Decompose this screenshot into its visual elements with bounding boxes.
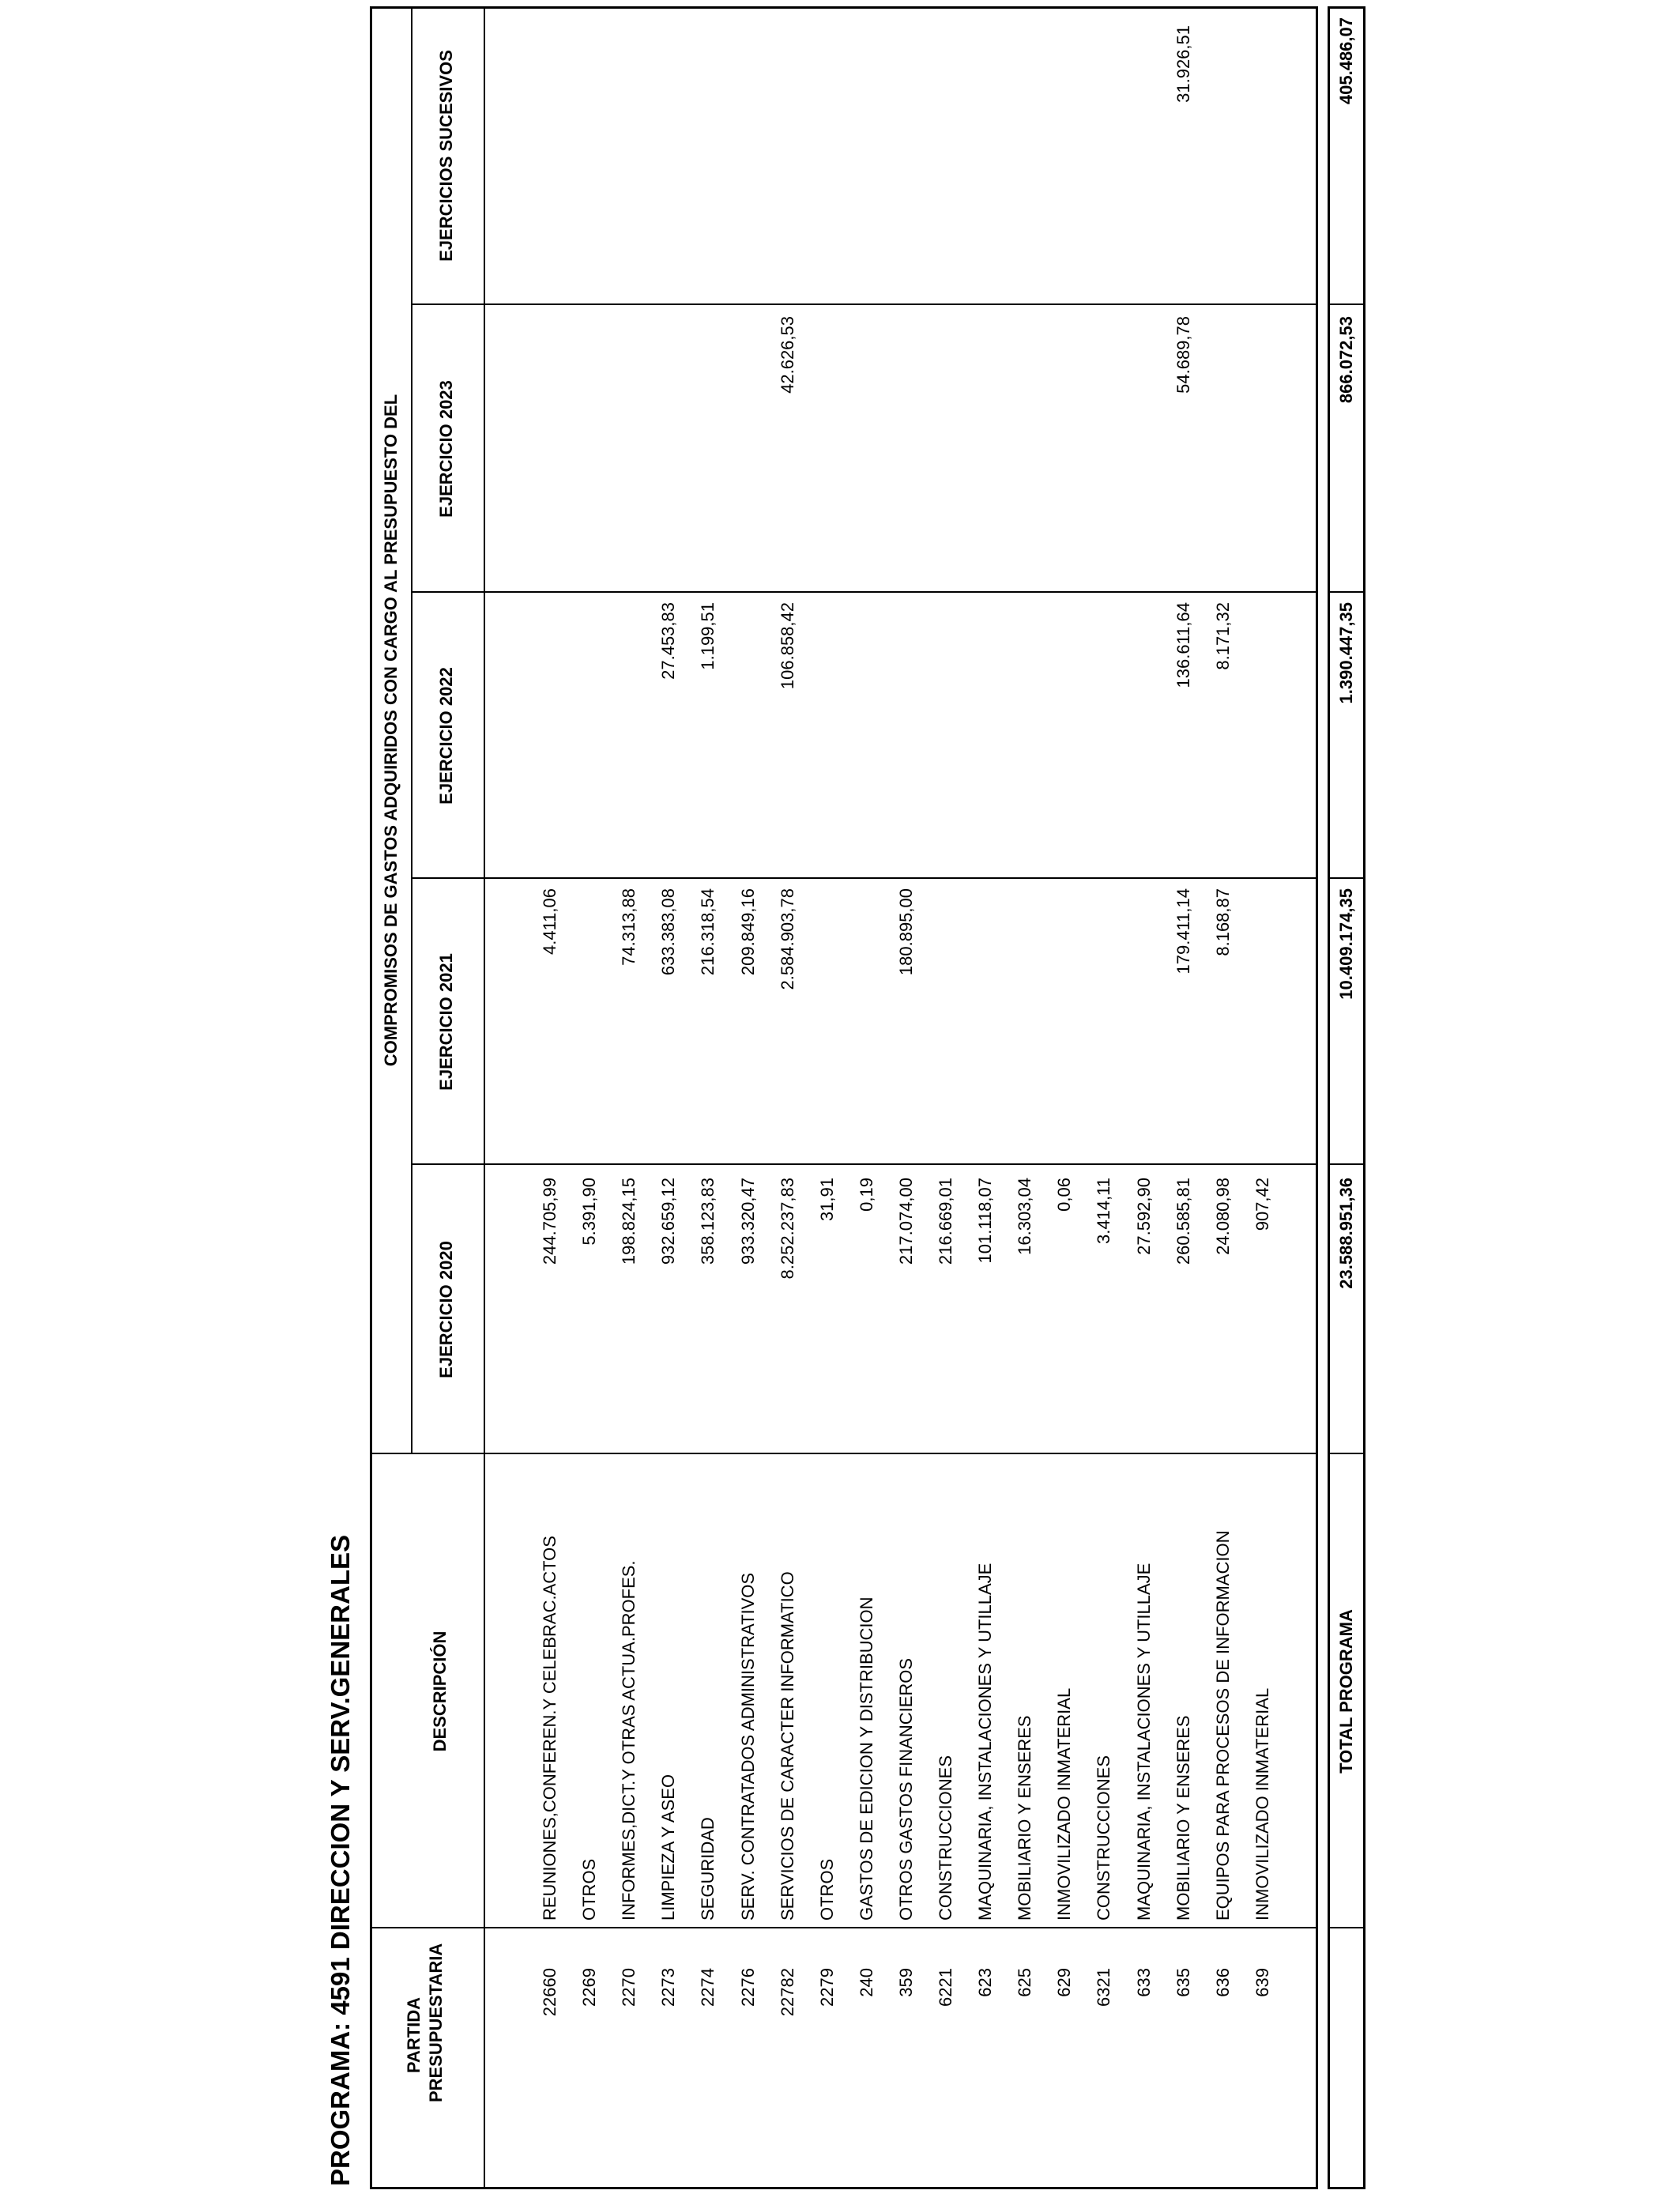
row-value: 0,19 [856,1178,876,1212]
row-description: INFORMES,DICT.Y OTRAS ACTUA.PROFES. [619,1560,639,1921]
row-description: MOBILIARIO Y ENSERES [1173,1715,1193,1921]
row-value: 136.611,64 [1173,602,1193,688]
row-description: OTROS [579,1858,600,1921]
header-year-2023: EJERCICIO 2023 [436,380,456,518]
row-value: 932.659,12 [658,1178,679,1265]
row-value: 1.199,51 [698,602,718,670]
row-description: EQUIPOS PARA PROCESOS DE INFORMACION [1212,1530,1233,1921]
row-value: 907,42 [1252,1178,1272,1231]
header-bottom-line [484,6,485,2189]
row-description: MAQUINARIA, INSTALACIONES Y UTILLAJE [975,1563,996,1921]
row-value: 31,91 [816,1178,837,1222]
row-description: INMOVILIZADO INMATERIAL [1252,1687,1272,1921]
row-value: 933.320,47 [737,1178,758,1265]
row-value: 42.626,53 [777,316,797,394]
col-sep [411,303,1318,305]
row-code: 2269 [579,1968,600,2007]
row-value: 216.318,54 [698,888,718,976]
header-partida: PARTIDA PRESUPUESTARIA [404,1943,446,2102]
row-value: 217.074,00 [895,1178,916,1265]
row-code: 22782 [777,1968,797,2017]
row-description: REUNIONES,CONFEREN.Y CELEBRAC.ACTOS [540,1536,559,1921]
row-value: 27.453,83 [658,602,679,680]
row-value: 179.411,14 [1173,888,1193,974]
row-description: INMOVILIZADO INMATERIAL [1054,1687,1075,1921]
row-value: 0,06 [1054,1178,1075,1212]
total-2021: 10.409.174,35 [1336,888,1356,1000]
total-label: TOTAL PROGRAMA [1336,1609,1356,1774]
row-description: SEGURIDAD [698,1817,718,1921]
row-description: CONSTRUCCIONES [1094,1755,1114,1921]
col-sep [1328,1163,1365,1165]
row-code: 625 [1015,1968,1035,1997]
row-code: 629 [1054,1968,1075,1997]
row-value: 74.313,88 [619,888,639,966]
total-2020: 23.588.951,36 [1336,1178,1356,1289]
header-year-2022: EJERCICIO 2022 [436,667,456,805]
row-description: GASTOS DE EDICION Y DISTRIBUCION [856,1596,876,1921]
row-value: 31.926,51 [1173,25,1193,103]
row-value: 24.080,98 [1212,1178,1233,1255]
row-value: 2.584.903,78 [777,888,797,990]
total-sucesivos: 405.486,07 [1336,17,1356,105]
row-code: 6221 [936,1968,955,2007]
header-year-2021: EJERCICIO 2021 [436,953,456,1091]
page-title: PROGRAMA: 4591 DIRECCION Y SERV.GENERALES [326,1534,355,2186]
row-description: MOBILIARIO Y ENSERES [1015,1715,1035,1921]
row-code: 6321 [1094,1968,1114,2007]
row-value: 209.849,16 [737,888,758,976]
row-code: 359 [895,1968,916,1997]
header-descripcion: DESCRIPCIÓN [430,1630,450,1752]
row-value: 4.411,06 [540,888,559,956]
row-value: 106.858,42 [777,602,797,690]
row-code: 635 [1173,1968,1193,1997]
row-value: 8.171,32 [1212,602,1233,670]
row-code: 639 [1252,1968,1272,1997]
row-description: OTROS GASTOS FINANCIEROS [895,1657,916,1921]
row-code: 2270 [619,1968,639,2007]
row-code: 636 [1212,1968,1233,1997]
row-value: 358.123,83 [698,1178,718,1265]
row-description: SERVICIOS DE CARACTER INFORMATICO [777,1571,797,1921]
total-2022: 1.390.447,35 [1336,602,1356,704]
row-description: MAQUINARIA, INSTALACIONES Y UTILLAJE [1133,1563,1154,1921]
row-value: 260.585,81 [1173,1178,1193,1265]
row-value: 216.669,01 [936,1178,955,1265]
row-value: 5.391,90 [579,1178,600,1246]
row-value: 8.168,87 [1212,888,1233,956]
row-description: LIMPIEZA Y ASEO [658,1774,679,1921]
header-year-sucesivos: EJERCICIOS SUCESIVOS [436,50,456,262]
col-sep [411,591,1318,593]
row-value: 54.689,78 [1173,316,1193,394]
col-sep [1328,303,1365,305]
row-value: 244.705,99 [540,1178,559,1265]
row-value: 16.303,04 [1015,1178,1035,1255]
col-sep [1328,877,1365,879]
row-code: 22660 [540,1968,559,2017]
row-description: SERV. CONTRATADOS ADMINISTRATIVOS [737,1572,758,1921]
row-code: 240 [856,1968,876,1997]
row-value: 101.118,07 [975,1178,996,1264]
row-code: 2274 [698,1968,718,2007]
row-value: 3.414,11 [1094,1178,1114,1245]
row-value: 8.252.237,83 [777,1178,797,1280]
col-sep [370,1927,1318,1928]
total-2023: 866.072,53 [1336,316,1356,404]
header-group: COMPROMISOS DE GASTOS ADQUIRIDOS CON CARGO AL PRESUPUESTO DEL [381,394,401,1067]
row-description: OTROS [816,1858,837,1921]
group-header-line [411,6,412,1454]
col-sep [411,877,1318,879]
row-code: 2279 [816,1968,837,2007]
row-code: 2276 [737,1968,758,2007]
row-value: 180.895,00 [895,888,916,976]
row-value: 27.592,90 [1133,1178,1154,1255]
col-sep [1328,591,1365,593]
row-value: 633.383,08 [658,888,679,976]
row-code: 633 [1133,1968,1154,1997]
row-code: 2273 [658,1968,679,2007]
row-value: 198.824,15 [619,1178,639,1265]
header-year-2020: EJERCICIO 2020 [436,1241,456,1378]
col-sep [411,1163,1318,1165]
row-code: 623 [975,1968,996,1997]
row-description: CONSTRUCCIONES [936,1755,955,1921]
